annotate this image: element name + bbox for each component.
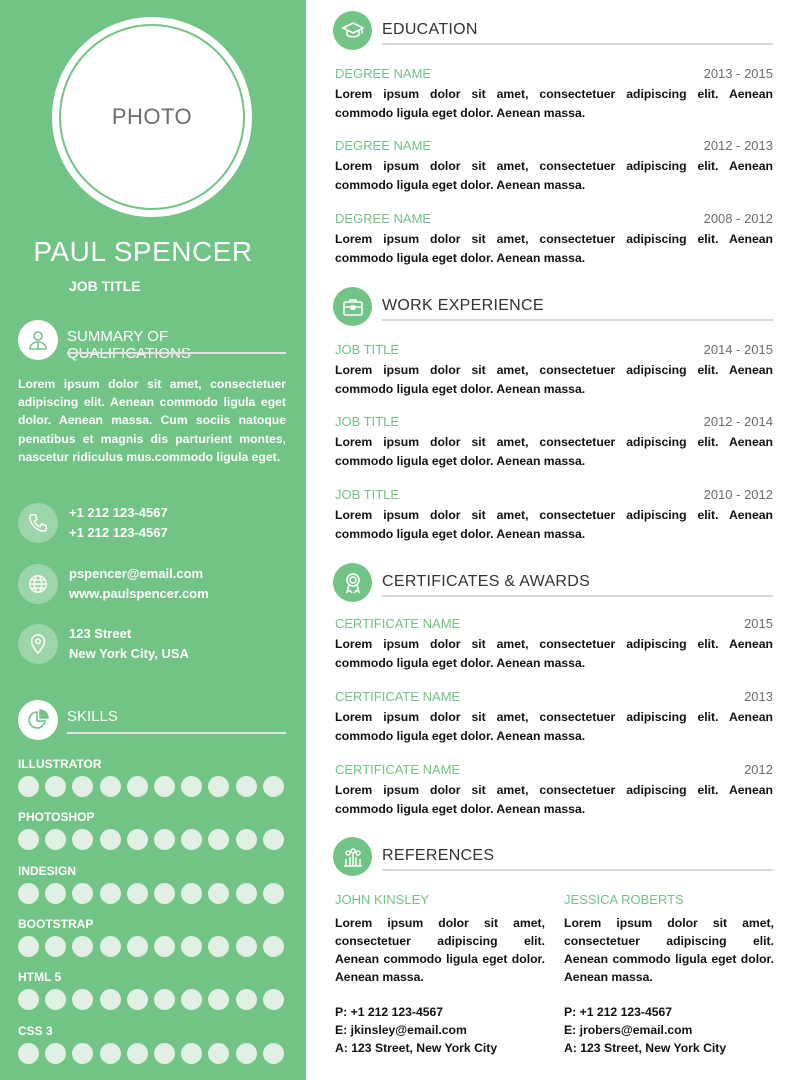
skill-dot bbox=[263, 776, 284, 797]
job-description: Lorem ipsum dolor sit amet, consectetuer adipiscing elit. Aenean commodo ligula eget dolor. Aenean massa. bbox=[335, 363, 773, 396]
website-text: www.paulspencer.com bbox=[69, 585, 209, 601]
skill-dot bbox=[236, 989, 257, 1010]
skill-dot bbox=[154, 829, 175, 850]
reference-address: A: 123 Street, New York City bbox=[564, 1041, 727, 1055]
skill-rating-dots bbox=[18, 776, 284, 797]
skill-dot bbox=[154, 936, 175, 957]
degree-name: DEGREE NAME bbox=[335, 211, 432, 226]
skill-dot bbox=[18, 883, 39, 904]
summary-heading: SUMMARY OF bbox=[67, 328, 169, 345]
skill-rating-dots bbox=[18, 883, 284, 904]
skill-rating-dots bbox=[18, 989, 284, 1010]
reference-phone: P: +1 212 123-4567 bbox=[335, 1005, 444, 1019]
degree-years: 2013 - 2015 bbox=[703, 66, 773, 81]
skill-dot bbox=[208, 883, 229, 904]
skill-rating-dots bbox=[18, 1043, 284, 1064]
skill-dot bbox=[181, 829, 202, 850]
contact-address bbox=[18, 624, 288, 664]
reference-card bbox=[564, 892, 774, 1057]
skill-dot bbox=[45, 1043, 66, 1064]
certificate-year: 2012 bbox=[744, 762, 773, 777]
skill-label: HTML 5 bbox=[18, 970, 62, 984]
skill-dot bbox=[181, 936, 202, 957]
degree-description: Lorem ipsum dolor sit amet, consectetuer adipiscing elit. Aenean commodo ligula eget dolor. Aenean massa. bbox=[335, 232, 773, 265]
certificate-year: 2015 bbox=[744, 616, 773, 631]
skill-dot bbox=[127, 829, 148, 850]
phone-number-1: +1 212 123-4567 bbox=[69, 505, 168, 520]
degree-name: DEGREE NAME bbox=[335, 66, 432, 81]
skill-dot bbox=[208, 936, 229, 957]
skill-dot bbox=[263, 1043, 284, 1064]
skill-dot bbox=[100, 989, 121, 1010]
degree-description: Lorem ipsum dolor sit amet, consectetuer adipiscing elit. Aenean commodo ligula eget dolor. Aenean massa. bbox=[335, 159, 773, 192]
references-heading-block bbox=[333, 837, 773, 877]
work-entry bbox=[335, 487, 773, 543]
sidebar bbox=[0, 0, 306, 1080]
briefcase-icon bbox=[333, 287, 372, 326]
person-name: PAUL SPENCER bbox=[33, 236, 253, 267]
skill-label: ILLUSTRATOR bbox=[18, 757, 102, 771]
skill-label: BOOTSTRAP bbox=[18, 917, 94, 931]
city-text: New York City, USA bbox=[69, 645, 189, 661]
education-entry bbox=[335, 211, 773, 267]
user-icon bbox=[18, 320, 58, 360]
work-heading-block bbox=[333, 287, 773, 327]
skill-dot bbox=[45, 829, 66, 850]
people-chart-icon bbox=[333, 837, 372, 876]
certificate-entry bbox=[335, 689, 773, 745]
skill-dot bbox=[72, 936, 93, 957]
skill-dot bbox=[154, 883, 175, 904]
work-entry bbox=[335, 414, 773, 470]
skill-dot bbox=[154, 1043, 175, 1064]
education-heading: EDUCATION bbox=[382, 21, 478, 38]
reference-address: A: 123 Street, New York City bbox=[335, 1041, 498, 1055]
photo-placeholder bbox=[52, 17, 252, 217]
degree-years: 2008 - 2012 bbox=[703, 211, 773, 226]
skill-dot bbox=[100, 936, 121, 957]
reference-phone: P: +1 212 123-4567 bbox=[564, 1005, 673, 1019]
reference-email: E: jrobers@email.com bbox=[564, 1023, 693, 1037]
email-text: pspencer@email.com bbox=[69, 566, 204, 581]
job-title: JOB TITLE bbox=[335, 342, 400, 357]
references-divider bbox=[382, 869, 773, 871]
degree-description: Lorem ipsum dolor sit amet, consectetuer adipiscing elit. Aenean commodo ligula eget dolor. Aenean massa. bbox=[335, 87, 773, 120]
skill-dot bbox=[208, 776, 229, 797]
skill-dot bbox=[181, 989, 202, 1010]
skill-dot bbox=[72, 829, 93, 850]
work-entry bbox=[335, 342, 773, 398]
skill-dot bbox=[100, 883, 121, 904]
skill-dot bbox=[72, 1043, 93, 1064]
certificate-name: CERTIFICATE NAME bbox=[335, 689, 461, 704]
job-years: 2012 - 2014 bbox=[703, 414, 773, 429]
skill-dot bbox=[236, 776, 257, 797]
skill-rating-dots bbox=[18, 829, 284, 850]
reference-name: JESSICA ROBERTS bbox=[564, 892, 684, 907]
summary-heading-block bbox=[18, 320, 286, 360]
pie-chart-icon bbox=[18, 700, 58, 740]
skill-dot bbox=[72, 989, 93, 1010]
phone-icon bbox=[18, 503, 58, 543]
skill-dot bbox=[127, 989, 148, 1010]
skill-label: CSS 3 bbox=[18, 1024, 53, 1038]
reference-description: Lorem ipsum dolor sit amet, consectetuer adipiscing elit. Aenean commodo ligula eget dolor. Aenean massa. bbox=[564, 916, 774, 984]
skill-dot bbox=[263, 829, 284, 850]
skill-dot bbox=[181, 883, 202, 904]
education-entry bbox=[335, 138, 773, 194]
phone-number-2: +1 212 123-4567 bbox=[69, 524, 168, 540]
certificate-name: CERTIFICATE NAME bbox=[335, 616, 461, 631]
work-divider bbox=[382, 319, 773, 321]
skill-dot bbox=[181, 1043, 202, 1064]
skill-dot bbox=[127, 1043, 148, 1064]
summary-divider bbox=[67, 352, 286, 354]
degree-name: DEGREE NAME bbox=[335, 138, 432, 153]
skill-dot bbox=[18, 1043, 39, 1064]
skill-dot bbox=[263, 883, 284, 904]
skill-dot bbox=[154, 989, 175, 1010]
certificate-description: Lorem ipsum dolor sit amet, consectetuer adipiscing elit. Aenean commodo ligula eget dolor. Aenean massa. bbox=[335, 783, 773, 816]
job-title: JOB TITLE bbox=[335, 414, 400, 429]
skill-dot bbox=[208, 989, 229, 1010]
skill-dot bbox=[263, 936, 284, 957]
skill-dot bbox=[263, 989, 284, 1010]
skills-divider bbox=[67, 732, 286, 734]
skill-dot bbox=[127, 936, 148, 957]
skills-heading: SKILLS bbox=[67, 708, 118, 725]
skill-dot bbox=[236, 1043, 257, 1064]
skill-dot bbox=[236, 883, 257, 904]
work-heading: WORK EXPERIENCE bbox=[382, 297, 544, 314]
certificate-description: Lorem ipsum dolor sit amet, consectetuer adipiscing elit. Aenean commodo ligula eget dolor. Aenean massa. bbox=[335, 637, 773, 670]
job-years: 2014 - 2015 bbox=[703, 342, 773, 357]
job-description: Lorem ipsum dolor sit amet, consectetuer adipiscing elit. Aenean commodo ligula eget dolor. Aenean massa. bbox=[335, 508, 773, 541]
certificate-year: 2013 bbox=[744, 689, 773, 704]
skill-dot bbox=[127, 883, 148, 904]
skill-dot bbox=[100, 776, 121, 797]
skill-dot bbox=[100, 829, 121, 850]
skill-dot bbox=[18, 989, 39, 1010]
skill-label: INDESIGN bbox=[18, 864, 77, 878]
skill-dot bbox=[45, 776, 66, 797]
contact-phone bbox=[18, 503, 288, 543]
reference-card bbox=[335, 892, 545, 1057]
skill-dot bbox=[208, 829, 229, 850]
skill-dot bbox=[236, 829, 257, 850]
graduation-cap-icon bbox=[333, 11, 372, 50]
skill-dot bbox=[72, 776, 93, 797]
certificate-entry bbox=[335, 616, 773, 672]
reference-name: JOHN KINSLEY bbox=[335, 892, 429, 907]
certificates-heading-block bbox=[333, 563, 773, 603]
skill-dot bbox=[18, 829, 39, 850]
job-title: JOB TITLE bbox=[335, 487, 400, 502]
skill-rating-dots bbox=[18, 936, 284, 957]
education-heading-block bbox=[333, 11, 773, 51]
certificate-description: Lorem ipsum dolor sit amet, consectetuer adipiscing elit. Aenean commodo ligula eget dolor. Aenean massa. bbox=[335, 710, 773, 743]
skill-dot bbox=[72, 883, 93, 904]
skill-dot bbox=[45, 989, 66, 1010]
skill-dot bbox=[181, 776, 202, 797]
award-icon bbox=[333, 563, 372, 602]
location-pin-icon bbox=[18, 624, 58, 664]
references-heading: REFERENCES bbox=[382, 847, 495, 864]
summary-text: Lorem ipsum dolor sit amet, consectetuer adipiscing elit. Aenean commodo ligula eget dolor. Aenean massa. Cum sociis natoque penatibus et magnis dis parturient montes, nascetur ridiculus mus.commodo ligula eget. bbox=[18, 377, 286, 464]
skill-label: PHOTOSHOP bbox=[18, 810, 95, 824]
degree-years: 2012 - 2013 bbox=[703, 138, 773, 153]
job-years: 2010 - 2012 bbox=[703, 487, 773, 502]
skill-dot bbox=[18, 936, 39, 957]
certificate-name: CERTIFICATE NAME bbox=[335, 762, 461, 777]
skill-dot bbox=[236, 936, 257, 957]
globe-icon bbox=[18, 564, 58, 604]
skill-dot bbox=[100, 1043, 121, 1064]
skill-dot bbox=[45, 883, 66, 904]
skill-dot bbox=[208, 1043, 229, 1064]
skill-dot bbox=[127, 776, 148, 797]
education-entry bbox=[335, 66, 773, 122]
certificate-entry bbox=[335, 762, 773, 818]
certificates-divider bbox=[382, 595, 773, 597]
skill-dot bbox=[154, 776, 175, 797]
person-job-title: JOB TITLE bbox=[69, 278, 141, 294]
skill-dot bbox=[45, 936, 66, 957]
street-text: 123 Street bbox=[69, 626, 132, 641]
reference-description: Lorem ipsum dolor sit amet, consectetuer adipiscing elit. Aenean commodo ligula eget dolor. Aenean massa. bbox=[335, 916, 545, 984]
skill-dot bbox=[18, 776, 39, 797]
reference-email: E: jkinsley@email.com bbox=[335, 1023, 467, 1037]
contact-web bbox=[18, 564, 288, 604]
job-description: Lorem ipsum dolor sit amet, consectetuer adipiscing elit. Aenean commodo ligula eget dolor. Aenean massa. bbox=[335, 435, 773, 468]
certificates-heading: CERTIFICATES & AWARDS bbox=[382, 573, 591, 590]
education-divider bbox=[382, 43, 773, 45]
skills-heading-block bbox=[18, 700, 286, 740]
photo-label: PHOTO bbox=[59, 24, 245, 210]
